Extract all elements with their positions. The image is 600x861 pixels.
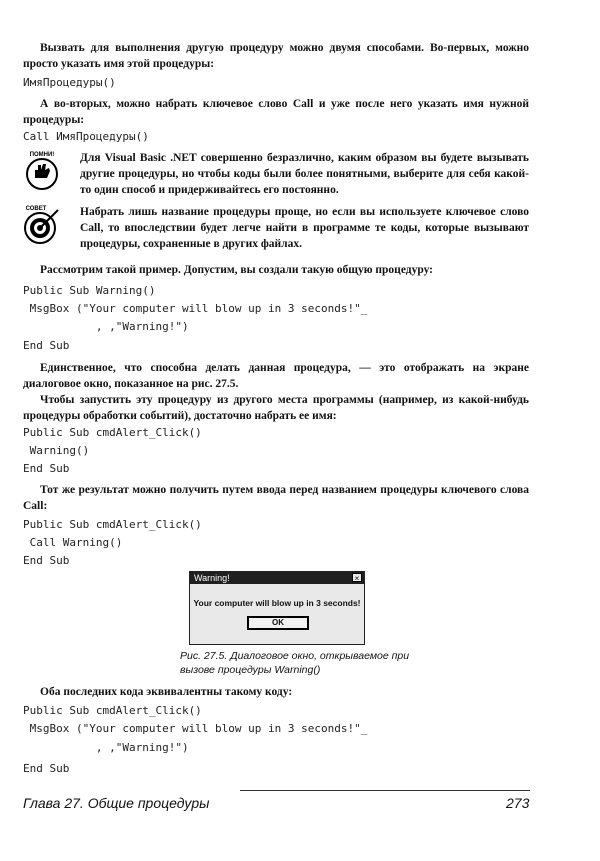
close-icon[interactable]: × [352,573,362,582]
code-line: End Sub [23,339,70,352]
code-line: Call Warning() [23,536,123,549]
warning-dialog [189,571,365,645]
paragraph-call-alternative: Тот же результат можно получить путем ввода перед названием процедуры ключевого слова Call: [23,484,529,512]
paragraph-example: Рассмотрим такой пример. Допустим, вы создали такую общую процедуру: [40,264,434,276]
remember-icon-label: ПОМНИ! [29,152,55,158]
code-line: Warning() [23,444,90,457]
remember-icon [20,148,64,192]
tip-icon-label: СОВЕТ [25,206,47,212]
ok-button[interactable]: OK [247,616,309,630]
code-line: Public Sub cmdAlert_Click() [23,518,202,531]
code-line: Public Sub cmdAlert_Click() [23,704,202,717]
paragraph-equivalent: Оба последних кода эквивалентны такому коду: [40,686,293,698]
code-line: Public Sub cmdAlert_Click() [23,426,202,439]
paragraph-procedure-does: Единственное, что способна делать данная процедура, — это отображать на экране диалоговое окно, показанное на рис. 27.5. [23,362,529,390]
dialog-title-bar [190,572,364,584]
code-line: End Sub [23,762,70,775]
paragraph-call-keyword: А во-вторых, можно набрать ключевое слово Call и уже после него указать имя нужной процедуры: [23,98,529,126]
page-number: 273 [506,795,530,811]
code-line: Public Sub Warning() [23,284,156,297]
tip-target-icon [20,202,64,246]
tip-note: Набрать лишь название процедуры проще, но если вы используете ключевое слово Call, то впоследствии будет легче найти в программе те коды, которые вызывают процедуры, сохраненные в других файлах. [80,206,529,250]
dialog-message: Your computer will blow up in 3 seconds! [193,598,361,608]
code-line: , ,"Warning!") [23,741,189,754]
chapter-title: Глава 27. Общие процедуры [23,795,210,811]
code-call-procedure: Call ИмяПроцедуры() [23,130,149,143]
figure-caption: Рис. 27.5. Диалоговое окно, открываемое при вызове процедуры Warning() [180,650,410,676]
footer-rule [240,790,530,791]
dialog-title: Warning! [194,573,230,583]
remember-note: Для Visual Basic .NET совершенно безразлично, каким образом вы будете вызывать другие процедуры, но чтобы коды были более понятными, выберите для себя какой-то один способ и придерживайтесь его постоянно. [80,152,529,196]
code-line: , ,"Warning!") [23,320,189,333]
code-line: MsgBox ("Your computer will blow up in 3 seconds!"_ [23,722,368,735]
code-line: End Sub [23,554,70,567]
code-procedure-name: ИмяПроцедуры() [23,76,116,89]
paragraph-call-methods: Вызвать для выполнения другую процедуру можно двумя способами. Во-первых, можно просто указать имя этой процедуры: [23,42,529,70]
paragraph-run-procedure: Чтобы запустить эту процедуру из другого места программы (например, из какой-нибудь процедуры обработки событий), достаточно набрать ее имя: [23,394,529,422]
code-line: MsgBox ("Your computer will blow up in 3 seconds!"_ [23,302,368,315]
code-line: End Sub [23,462,70,475]
